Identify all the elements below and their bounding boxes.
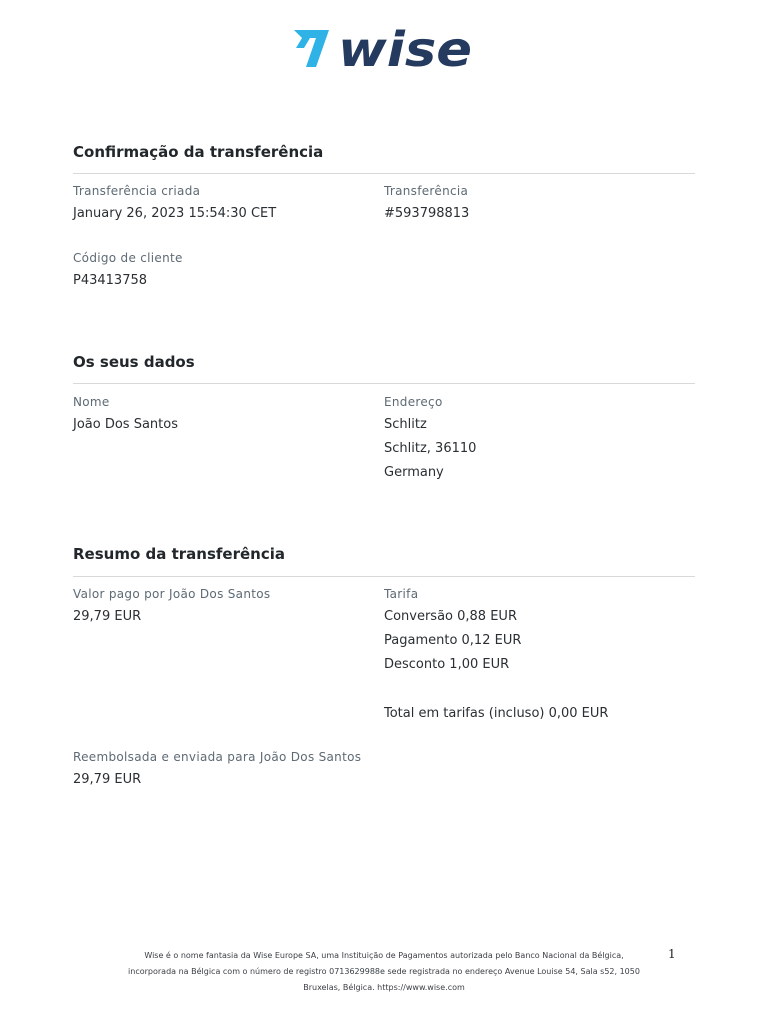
client-code-label: Código de cliente [73, 251, 183, 265]
section-divider [73, 383, 695, 384]
fee-line: Pagamento 0,12 EUR [384, 633, 522, 648]
refund-value: 29,79 EUR [73, 772, 142, 787]
fee-total: Total em tarifas (incluso) 0,00 EUR [384, 706, 609, 721]
footer-line: incorporada na Bélgica com o número de registro 0713629988e sede registrada no endereço Avenue Louise 54, Sala s52, 1050 [128, 967, 640, 976]
fee-line: Desconto 1,00 EUR [384, 657, 510, 672]
fee-line: Conversão 0,88 EUR [384, 609, 517, 624]
summary-title: Resumo da transferência [73, 545, 285, 563]
name-label: Nome [73, 395, 110, 409]
section-divider [73, 576, 695, 577]
footer-line: Wise é o nome fantasia da Wise Europe SA, uma Instituição de Pagamentos autorizada pelo Banco Nacional da Bélgica, [144, 951, 624, 960]
paid-label: Valor pago por João Dos Santos [73, 587, 271, 601]
client-code-value: P43413758 [73, 273, 148, 288]
paid-value: 29,79 EUR [73, 609, 142, 624]
address-line: Schlitz, 36110 [384, 441, 477, 456]
wise-flag-icon [294, 30, 329, 67]
fee-label: Tarifa [384, 587, 419, 601]
created-label: Transferência criada [73, 184, 201, 198]
transfer-value: #593798813 [384, 206, 470, 221]
wise-logo [292, 26, 476, 72]
transfer-label: Transferência [384, 184, 469, 198]
name-value: João Dos Santos [73, 417, 178, 432]
created-value: January 26, 2023 15:54:30 CET [73, 206, 277, 221]
address-line: Schlitz [384, 417, 427, 432]
page-number: 1 [668, 947, 676, 961]
confirmation-title: Confirmação da transferência [73, 143, 324, 161]
address-line: Germany [384, 465, 444, 480]
refund-label: Reembolsada e enviada para João Dos Santos [73, 750, 362, 764]
address-label: Endereço [384, 395, 443, 409]
legal-footer [110, 948, 658, 996]
your-data-title: Os seus dados [73, 353, 195, 371]
footer-line: Bruxelas, Bélgica. https://www.wise.com [303, 983, 465, 992]
wise-wordmark: wise [338, 26, 472, 72]
section-divider [73, 173, 695, 174]
